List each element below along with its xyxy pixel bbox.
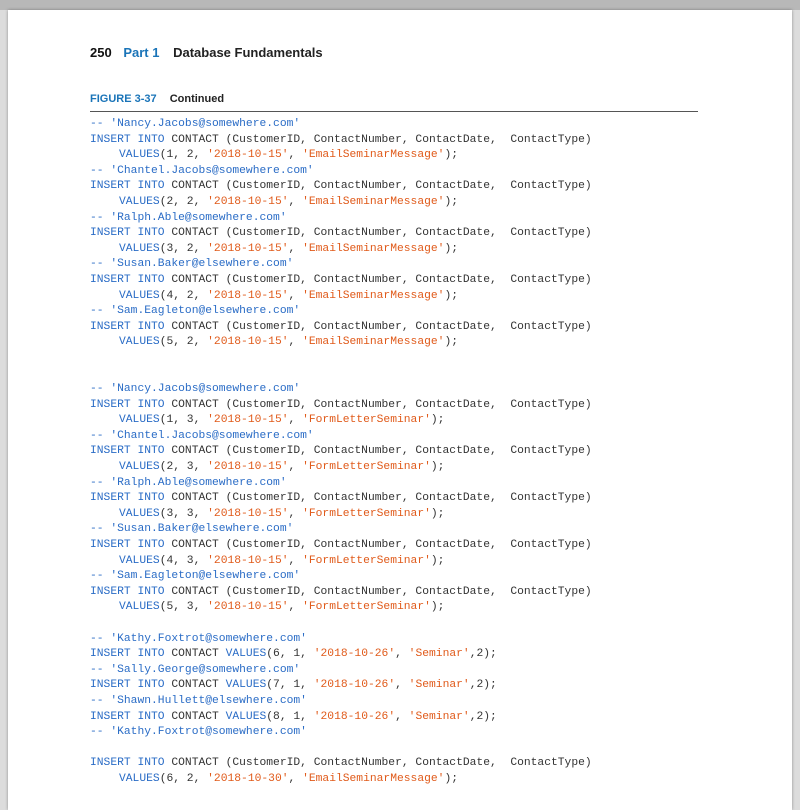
code-type-string: 'EmailSeminarMessage' bbox=[302, 149, 445, 162]
sql-keyword: INSERT INTO bbox=[90, 585, 165, 598]
code-comment: -- 'Nancy.Jacobs@somewhere.com' bbox=[90, 383, 301, 396]
code-comment: -- 'Shawn.Hullett@elsewhere.com' bbox=[90, 694, 307, 707]
chapter-title: Database Fundamentals bbox=[173, 45, 323, 60]
sql-keyword: VALUES bbox=[119, 414, 160, 427]
code-type-string: 'EmailSeminarMessage' bbox=[302, 242, 445, 255]
code-numbers: (6, 2, bbox=[159, 772, 208, 785]
code-text: CONTACT (CustomerID, ContactNumber, ContactDate, ContactType) bbox=[164, 180, 592, 193]
sql-keyword: INSERT INTO bbox=[90, 648, 165, 661]
code-type-string: 'Seminar' bbox=[408, 710, 470, 723]
code-line bbox=[90, 413, 592, 429]
code-line bbox=[90, 257, 592, 273]
code-date-string: '2018-10-15' bbox=[207, 149, 289, 162]
code-end: ,2); bbox=[469, 648, 497, 661]
code-end: ); bbox=[444, 772, 459, 785]
code-text: CONTACT (CustomerID, ContactNumber, ContactDate, ContactType) bbox=[164, 227, 592, 240]
code-numbers: (6, 1, bbox=[266, 648, 314, 661]
code-separator: , bbox=[288, 242, 303, 255]
sql-keyword: VALUES bbox=[225, 710, 267, 723]
sql-keyword: VALUES bbox=[119, 554, 160, 567]
code-separator: , bbox=[288, 461, 303, 474]
code-type-string: 'EmailSeminarMessage' bbox=[302, 336, 445, 349]
sql-keyword: VALUES bbox=[225, 679, 267, 692]
code-numbers: (2, 3, bbox=[159, 461, 208, 474]
sql-keyword: INSERT INTO bbox=[90, 273, 165, 286]
code-end: ); bbox=[430, 461, 445, 474]
code-date-string: '2018-10-15' bbox=[207, 195, 289, 208]
sql-keyword: INSERT INTO bbox=[90, 757, 165, 770]
code-line bbox=[90, 179, 592, 195]
code-line bbox=[90, 335, 592, 351]
code-line bbox=[90, 320, 592, 336]
sql-keyword: INSERT INTO bbox=[90, 710, 165, 723]
code-end: ); bbox=[430, 554, 445, 567]
code-type-string: 'Seminar' bbox=[408, 679, 470, 692]
code-date-string: '2018-10-15' bbox=[207, 554, 289, 567]
code-date-string: '2018-10-26' bbox=[313, 679, 396, 692]
code-numbers: (4, 2, bbox=[159, 289, 208, 302]
code-line bbox=[90, 725, 592, 741]
code-line bbox=[90, 444, 592, 460]
code-date-string: '2018-10-15' bbox=[207, 601, 289, 614]
code-text: CONTACT (CustomerID, ContactNumber, ContactDate, ContactType) bbox=[164, 757, 592, 770]
code-end: ); bbox=[444, 336, 459, 349]
code-numbers: (2, 2, bbox=[159, 195, 208, 208]
code-end: ); bbox=[444, 149, 459, 162]
code-line bbox=[90, 756, 592, 772]
code-line bbox=[90, 460, 592, 476]
sql-keyword: INSERT INTO bbox=[90, 679, 165, 692]
code-comment: -- 'Chantel.Jacobs@somewhere.com' bbox=[90, 429, 314, 442]
code-line bbox=[90, 351, 592, 367]
code-text: CONTACT (CustomerID, ContactNumber, ContactDate, ContactType) bbox=[164, 539, 592, 552]
sql-keyword: VALUES bbox=[119, 601, 160, 614]
code-date-string: '2018-10-15' bbox=[207, 461, 289, 474]
code-line bbox=[90, 398, 592, 414]
sql-keyword: VALUES bbox=[119, 149, 160, 162]
code-line bbox=[90, 772, 592, 788]
code-separator: , bbox=[288, 554, 303, 567]
code-date-string: '2018-10-15' bbox=[207, 507, 289, 520]
code-line bbox=[90, 632, 592, 648]
code-type-string: 'Seminar' bbox=[408, 648, 470, 661]
code-line bbox=[90, 585, 592, 601]
code-numbers: (3, 3, bbox=[159, 507, 208, 520]
code-text: CONTACT bbox=[164, 648, 226, 661]
code-comment: -- 'Susan.Baker@elsewhere.com' bbox=[90, 523, 294, 536]
code-line bbox=[90, 304, 592, 320]
code-numbers: (1, 2, bbox=[159, 149, 208, 162]
code-comment: -- 'Chantel.Jacobs@somewhere.com' bbox=[90, 164, 314, 177]
sql-keyword: VALUES bbox=[119, 336, 160, 349]
code-line bbox=[90, 678, 592, 694]
code-date-string: '2018-10-26' bbox=[313, 710, 396, 723]
code-separator: , bbox=[395, 648, 409, 661]
code-comment: -- 'Sam.Eagleton@elsewhere.com' bbox=[90, 305, 301, 318]
sql-keyword: VALUES bbox=[119, 289, 160, 302]
code-line bbox=[90, 117, 592, 133]
code-end: ,2); bbox=[469, 710, 497, 723]
code-text: CONTACT (CustomerID, ContactNumber, ContactDate, ContactType) bbox=[164, 492, 592, 505]
code-line bbox=[90, 273, 592, 289]
code-text: CONTACT (CustomerID, ContactNumber, ContactDate, ContactType) bbox=[164, 133, 592, 146]
code-date-string: '2018-10-15' bbox=[207, 336, 289, 349]
sql-keyword: INSERT INTO bbox=[90, 320, 165, 333]
code-end: ); bbox=[444, 242, 459, 255]
code-comment: -- 'Ralph.Able@somewhere.com' bbox=[90, 211, 287, 224]
code-line bbox=[90, 476, 592, 492]
sql-keyword: VALUES bbox=[119, 772, 160, 785]
code-line bbox=[90, 554, 592, 570]
code-end: ); bbox=[430, 414, 445, 427]
code-line bbox=[90, 367, 592, 383]
sql-keyword: VALUES bbox=[225, 648, 267, 661]
code-line bbox=[90, 195, 592, 211]
code-line bbox=[90, 289, 592, 305]
code-date-string: '2018-10-15' bbox=[207, 414, 289, 427]
code-line bbox=[90, 148, 592, 164]
code-comment: -- 'Kathy.Foxtrot@somewhere.com' bbox=[90, 632, 307, 645]
code-text: CONTACT (CustomerID, ContactNumber, ContactDate, ContactType) bbox=[164, 320, 592, 333]
code-line bbox=[90, 382, 592, 398]
code-date-string: '2018-10-15' bbox=[207, 242, 289, 255]
code-separator: , bbox=[288, 149, 303, 162]
code-line bbox=[90, 569, 592, 585]
code-end: ); bbox=[430, 507, 445, 520]
code-text: CONTACT (CustomerID, ContactNumber, ContactDate, ContactType) bbox=[164, 585, 592, 598]
code-type-string: 'FormLetterSeminar' bbox=[302, 414, 431, 427]
code-line bbox=[90, 616, 592, 632]
figure-status: Continued bbox=[169, 93, 225, 105]
code-separator: , bbox=[288, 414, 303, 427]
code-type-string: 'FormLetterSeminar' bbox=[302, 601, 431, 614]
sql-keyword: VALUES bbox=[119, 195, 160, 208]
sql-keyword: INSERT INTO bbox=[90, 539, 165, 552]
sql-keyword: INSERT INTO bbox=[90, 133, 165, 146]
code-line bbox=[90, 647, 592, 663]
code-end: ); bbox=[430, 601, 445, 614]
code-numbers: (7, 1, bbox=[266, 679, 314, 692]
part-label: Part 1 bbox=[123, 45, 160, 60]
code-line bbox=[90, 226, 592, 242]
sql-keyword: INSERT INTO bbox=[90, 398, 165, 411]
code-type-string: 'FormLetterSeminar' bbox=[302, 554, 431, 567]
code-date-string: '2018-10-26' bbox=[313, 648, 396, 661]
code-separator: , bbox=[288, 195, 303, 208]
code-comment: -- 'Kathy.Foxtrot@somewhere.com' bbox=[90, 726, 307, 739]
viewer-top-bar bbox=[0, 0, 800, 10]
code-text: CONTACT (CustomerID, ContactNumber, ContactDate, ContactType) bbox=[164, 398, 592, 411]
code-line bbox=[90, 663, 592, 679]
code-type-string: 'EmailSeminarMessage' bbox=[302, 195, 445, 208]
code-line bbox=[90, 522, 592, 538]
sql-keyword: INSERT INTO bbox=[90, 492, 165, 505]
code-line bbox=[90, 164, 592, 180]
code-type-string: 'FormLetterSeminar' bbox=[302, 507, 431, 520]
code-text: CONTACT (CustomerID, ContactNumber, ContactDate, ContactType) bbox=[164, 273, 592, 286]
code-separator: , bbox=[288, 772, 303, 785]
code-line bbox=[90, 242, 592, 258]
figure-label: FIGURE 3-37 bbox=[90, 93, 157, 105]
code-numbers: (3, 2, bbox=[159, 242, 208, 255]
code-separator: , bbox=[395, 679, 409, 692]
sql-keyword: INSERT INTO bbox=[90, 180, 165, 193]
code-separator: , bbox=[288, 336, 303, 349]
code-comment: -- 'Susan.Baker@elsewhere.com' bbox=[90, 258, 294, 271]
code-line bbox=[90, 429, 592, 445]
sql-keyword: INSERT INTO bbox=[90, 227, 165, 240]
code-text: CONTACT bbox=[164, 679, 226, 692]
code-numbers: (1, 3, bbox=[159, 414, 208, 427]
code-numbers: (8, 1, bbox=[266, 710, 314, 723]
code-end: ,2); bbox=[469, 679, 497, 692]
code-line bbox=[90, 741, 592, 757]
code-line bbox=[90, 211, 592, 227]
code-separator: , bbox=[288, 601, 303, 614]
code-line bbox=[90, 600, 592, 616]
code-separator: , bbox=[288, 507, 303, 520]
sql-keyword: VALUES bbox=[119, 461, 160, 474]
code-text: CONTACT (CustomerID, ContactNumber, ContactDate, ContactType) bbox=[164, 445, 592, 458]
code-date-string: '2018-10-15' bbox=[207, 289, 289, 302]
code-numbers: (5, 2, bbox=[159, 336, 208, 349]
page-header bbox=[90, 45, 323, 65]
code-end: ); bbox=[444, 195, 459, 208]
code-end: ); bbox=[444, 289, 459, 302]
code-separator: , bbox=[395, 710, 409, 723]
page-number: 250 bbox=[90, 45, 112, 60]
code-comment: -- 'Ralph.Able@somewhere.com' bbox=[90, 476, 287, 489]
sql-keyword: INSERT INTO bbox=[90, 445, 165, 458]
sql-keyword: VALUES bbox=[119, 242, 160, 255]
code-type-string: 'EmailSeminarMessage' bbox=[302, 289, 445, 302]
code-line bbox=[90, 694, 592, 710]
code-separator: , bbox=[288, 289, 303, 302]
code-comment: -- 'Sam.Eagleton@elsewhere.com' bbox=[90, 570, 301, 583]
code-comment: -- 'Sally.George@somewhere.com' bbox=[90, 663, 301, 676]
figure-caption bbox=[90, 93, 698, 112]
code-comment: -- 'Nancy.Jacobs@somewhere.com' bbox=[90, 118, 301, 130]
code-date-string: '2018-10-30' bbox=[207, 772, 289, 785]
code-type-string: 'FormLetterSeminar' bbox=[302, 461, 431, 474]
code-text: CONTACT bbox=[164, 710, 226, 723]
code-type-string: 'EmailSeminarMessage' bbox=[302, 772, 445, 785]
code-line bbox=[90, 491, 592, 507]
code-line bbox=[90, 507, 592, 523]
sql-keyword: VALUES bbox=[119, 507, 160, 520]
sql-code-block bbox=[90, 117, 592, 788]
code-line bbox=[90, 133, 592, 149]
code-line bbox=[90, 538, 592, 554]
code-numbers: (5, 3, bbox=[159, 601, 208, 614]
code-line bbox=[90, 710, 592, 726]
code-numbers: (4, 3, bbox=[159, 554, 208, 567]
